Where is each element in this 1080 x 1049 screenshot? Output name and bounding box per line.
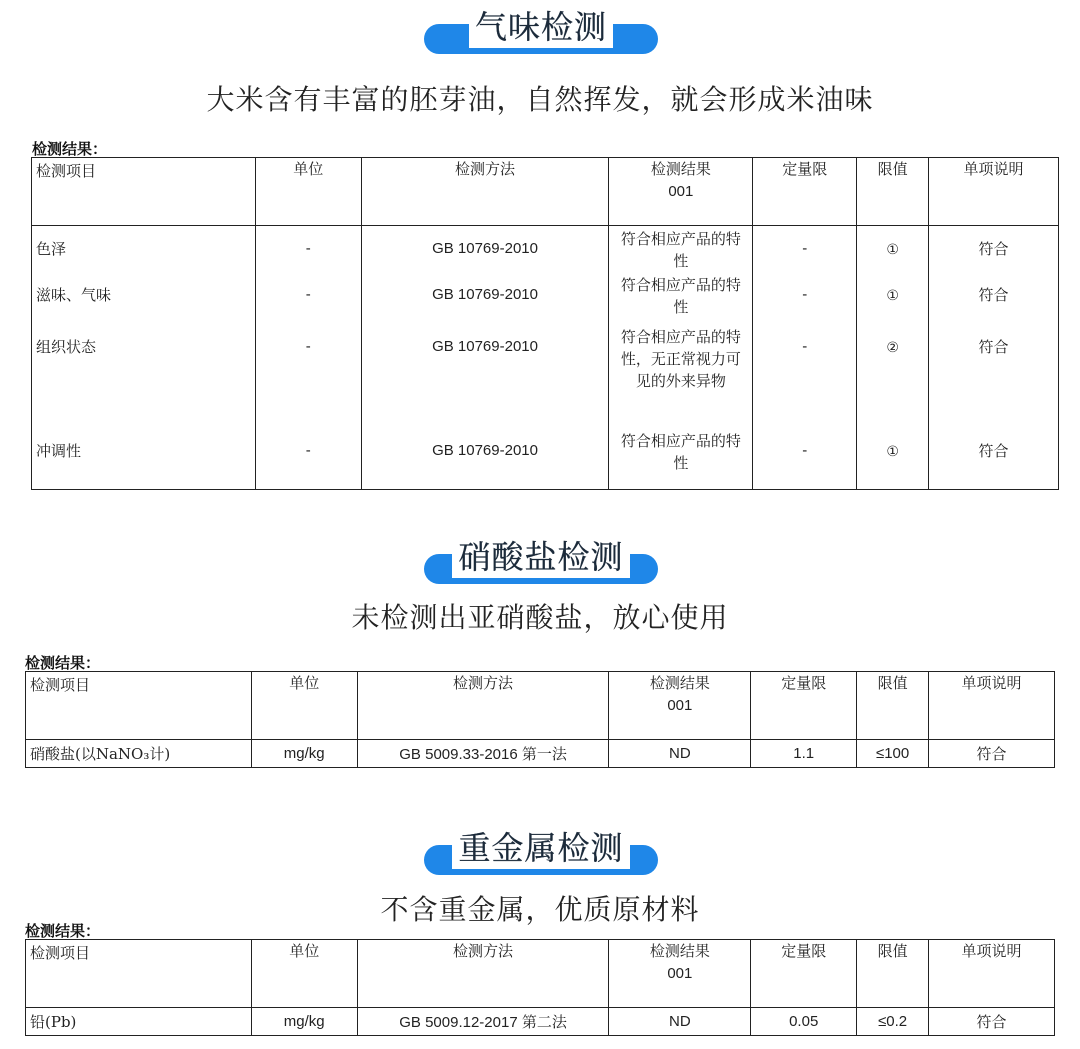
- result-column: [609, 226, 753, 490]
- row-result: 符合相应产品的特性: [620, 230, 741, 270]
- table-row: [26, 1008, 1055, 1036]
- row-item: 冲调性: [36, 442, 82, 460]
- method-column: [361, 226, 609, 490]
- row-note: 符合: [929, 740, 1055, 768]
- row-unit: -: [305, 286, 311, 303]
- header-result-label: 检测结果: [649, 674, 710, 692]
- header-item: 检测项目: [26, 940, 252, 1008]
- row-loq: -: [802, 442, 808, 459]
- header-result-id: 001: [668, 183, 694, 200]
- section-subtitle: 未检测出亚硝酸盐，放心使用: [351, 601, 729, 634]
- header-result: [609, 672, 751, 740]
- row-item: 滋味、气味: [36, 286, 112, 304]
- results-label: 检测结果：: [25, 922, 101, 940]
- header-note: 单项说明: [929, 672, 1055, 740]
- header-result-label: 检测结果: [650, 160, 711, 178]
- header-note: 单项说明: [929, 158, 1059, 226]
- header-item: 检测项目: [26, 672, 252, 740]
- row-result: ND: [609, 740, 751, 768]
- header-unit: 单位: [251, 672, 357, 740]
- row-loq: 0.05: [751, 1008, 857, 1036]
- row-unit: mg/kg: [251, 740, 357, 768]
- row-unit: mg/kg: [251, 1008, 357, 1036]
- item-column: [32, 226, 256, 490]
- row-method: GB 10769-2010: [432, 240, 538, 257]
- results-table-odor: [31, 157, 1059, 490]
- banner-title: 重金属检测: [452, 823, 629, 869]
- row-loq: -: [802, 338, 808, 355]
- row-limit: ②: [886, 339, 899, 355]
- header-result-id: 001: [667, 965, 693, 982]
- section-banner-odor: [424, 8, 658, 54]
- results-table-nitrate: [25, 671, 1055, 768]
- header-loq: 定量限: [751, 940, 857, 1008]
- results-table-heavy-metal: [25, 939, 1055, 1036]
- loq-column: [753, 226, 857, 490]
- header-limit: 限值: [857, 672, 929, 740]
- row-loq: -: [802, 286, 808, 303]
- header-method: 检测方法: [357, 940, 609, 1008]
- header-unit: 单位: [251, 940, 357, 1008]
- row-result: 符合相应产品的特性: [620, 432, 741, 472]
- results-label: 检测结果：: [25, 654, 101, 672]
- row-item: 铅(Pb): [26, 1008, 252, 1036]
- row-unit: -: [305, 338, 311, 355]
- row-note: 符合: [978, 240, 1009, 258]
- row-item: 色泽: [36, 240, 67, 258]
- table-header-row: [26, 672, 1055, 740]
- table-header-row: [32, 158, 1059, 226]
- row-item: 硝酸盐(以NaNO₃计): [26, 740, 252, 768]
- header-result: [609, 158, 753, 226]
- section-banner-heavy-metal: [424, 829, 658, 875]
- table-row: [26, 740, 1055, 768]
- header-result: [609, 940, 751, 1008]
- header-limit: 限值: [857, 158, 929, 226]
- row-method: GB 5009.33-2016 第一法: [357, 740, 609, 768]
- row-method: GB 10769-2010: [432, 338, 538, 355]
- section-subtitle: 大米含有丰富的胚芽油，自然挥发，就会形成米油味: [206, 83, 874, 116]
- limit-column: [857, 226, 929, 490]
- banner-title: 气味检测: [469, 2, 613, 48]
- section-subtitle: 不含重金属，优质原材料: [380, 893, 700, 926]
- row-limit: ≤0.2: [857, 1008, 929, 1036]
- row-result: 符合相应产品的特性: [620, 276, 741, 316]
- unit-column: [255, 226, 361, 490]
- row-note: 符合: [929, 1008, 1055, 1036]
- header-method: 检测方法: [357, 672, 609, 740]
- row-limit: ①: [886, 287, 899, 303]
- row-loq: -: [802, 240, 808, 257]
- row-note: 符合: [978, 286, 1009, 304]
- header-result-id: 001: [667, 697, 693, 714]
- table-header-row: [26, 940, 1055, 1008]
- row-unit: -: [305, 442, 311, 459]
- row-loq: 1.1: [751, 740, 857, 768]
- header-loq: 定量限: [751, 672, 857, 740]
- row-limit: ≤100: [857, 740, 929, 768]
- header-method: 检测方法: [361, 158, 609, 226]
- header-loq: 定量限: [753, 158, 857, 226]
- header-unit: 单位: [255, 158, 361, 226]
- header-result-label: 检测结果: [649, 942, 710, 960]
- row-item: 组织状态: [36, 338, 97, 356]
- banner-title: 硝酸盐检测: [452, 532, 629, 578]
- header-note: 单项说明: [929, 940, 1055, 1008]
- row-method: GB 10769-2010: [432, 442, 538, 459]
- table-row: [32, 226, 1059, 490]
- row-unit: -: [305, 240, 311, 257]
- header-item: 检测项目: [32, 158, 256, 226]
- row-note: 符合: [978, 338, 1009, 356]
- header-limit: 限值: [857, 940, 929, 1008]
- results-label: 检测结果：: [32, 140, 108, 158]
- row-limit: ①: [886, 443, 899, 459]
- section-banner-nitrate: [424, 538, 658, 584]
- row-limit: ①: [886, 241, 899, 257]
- row-method: GB 5009.12-2017 第二法: [357, 1008, 609, 1036]
- row-result: 符合相应产品的特性，无正常视力可见的外来异物: [620, 328, 741, 390]
- row-note: 符合: [978, 442, 1009, 460]
- note-column: [929, 226, 1059, 490]
- row-result: ND: [609, 1008, 751, 1036]
- row-method: GB 10769-2010: [432, 286, 538, 303]
